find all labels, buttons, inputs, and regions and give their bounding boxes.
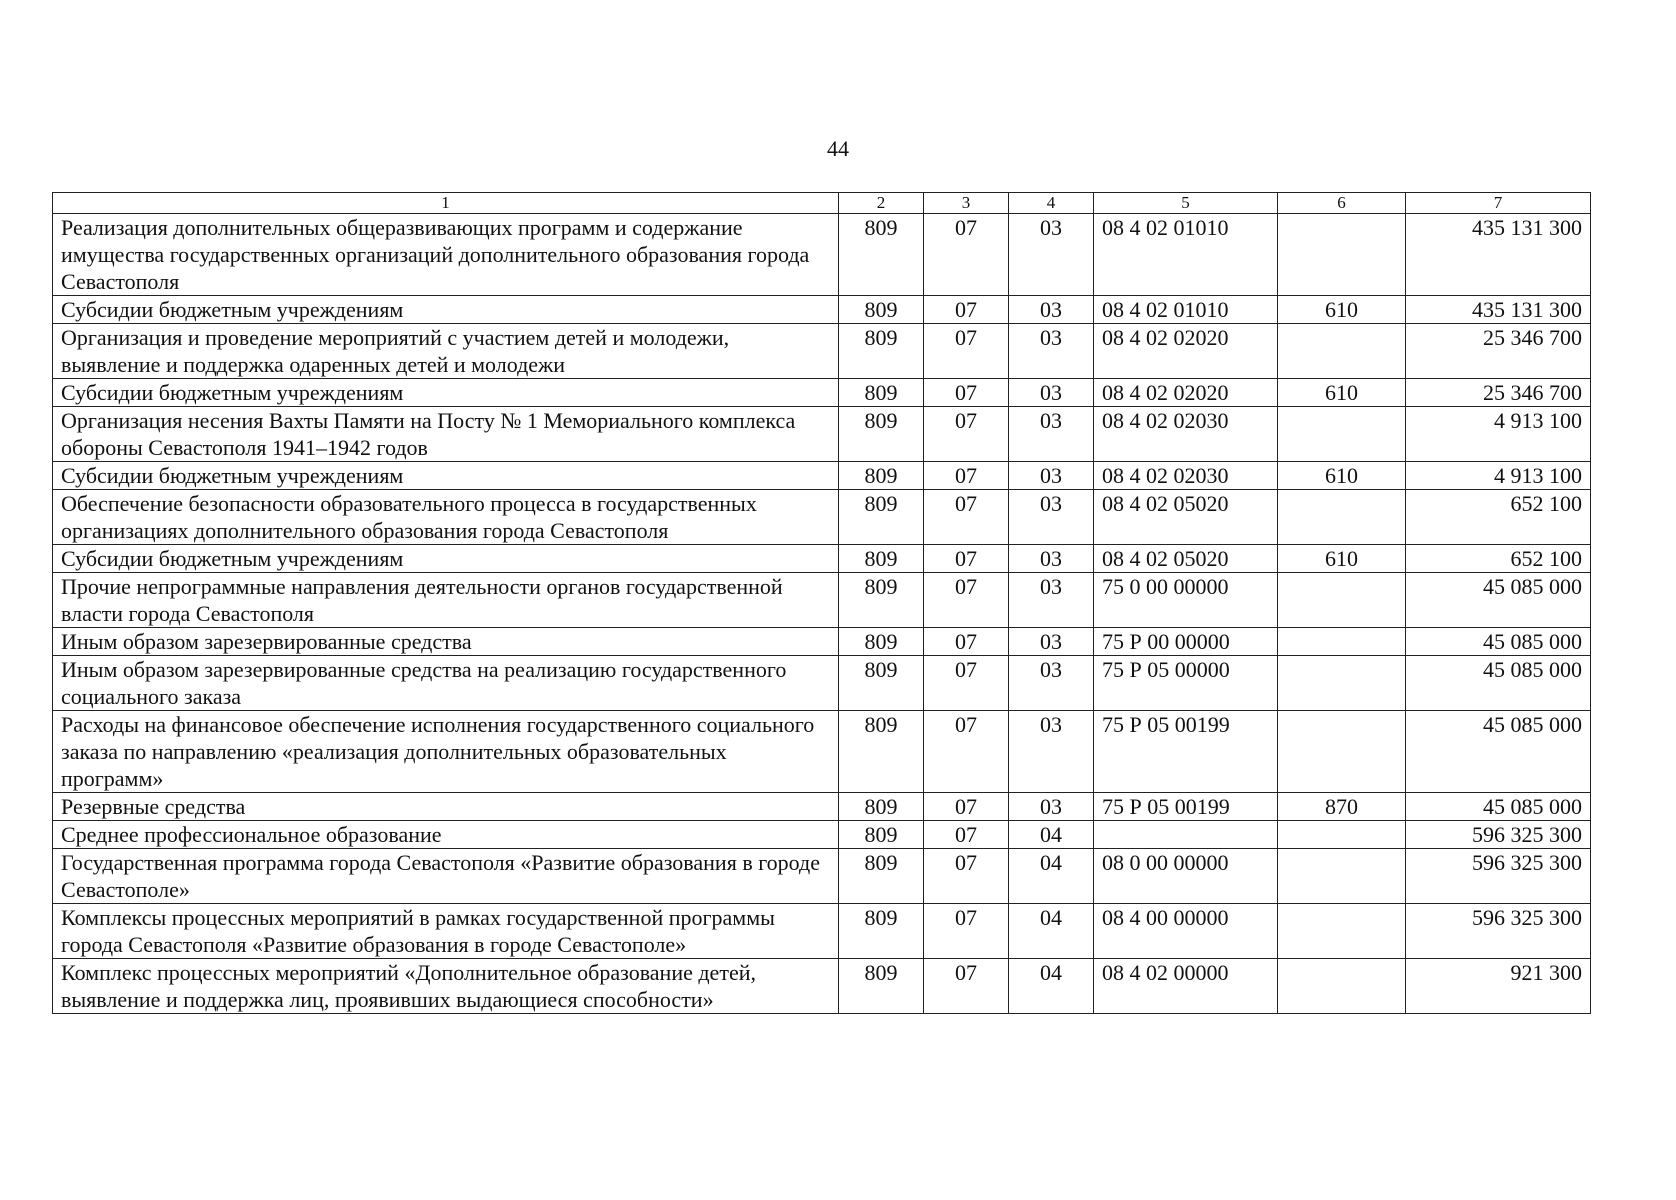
header-cell: 5 bbox=[1094, 193, 1278, 214]
cell-subsection: 03 bbox=[1009, 462, 1094, 490]
cell-expense-type bbox=[1278, 821, 1406, 849]
cell-name: Субсидии бюджетным учреждениям bbox=[53, 462, 839, 490]
cell-name: Государственная программа города Севастополя «Развитие образования в городе Севастополе» bbox=[53, 849, 839, 904]
cell-name: Субсидии бюджетным учреждениям bbox=[53, 296, 839, 324]
cell-expense-type: 610 bbox=[1278, 379, 1406, 407]
cell-expense-type: 610 bbox=[1278, 296, 1406, 324]
page-number: 44 bbox=[827, 136, 849, 161]
cell-name: Резервные средства bbox=[53, 793, 839, 821]
cell-subsection: 04 bbox=[1009, 959, 1094, 1014]
cell-amount: 652 100 bbox=[1406, 490, 1591, 545]
cell-ministry-code: 809 bbox=[839, 656, 924, 711]
cell-amount: 921 300 bbox=[1406, 959, 1591, 1014]
cell-subsection: 04 bbox=[1009, 849, 1094, 904]
table-row bbox=[53, 711, 1591, 793]
table-row bbox=[53, 793, 1591, 821]
cell-name: Среднее профессиональное образование bbox=[53, 821, 839, 849]
cell-subsection: 03 bbox=[1009, 711, 1094, 793]
cell-target-article: 08 4 02 02030 bbox=[1094, 462, 1278, 490]
cell-section: 07 bbox=[924, 379, 1009, 407]
cell-name: Обеспечение безопасности образовательного процесса в государственных организациях дополнительного образования города Севастополя bbox=[53, 490, 839, 545]
table-row bbox=[53, 545, 1591, 573]
header-cell: 7 bbox=[1406, 193, 1591, 214]
cell-amount: 596 325 300 bbox=[1406, 849, 1591, 904]
cell-target-article: 08 4 02 02030 bbox=[1094, 407, 1278, 462]
table-row bbox=[53, 324, 1591, 379]
cell-amount: 4 913 100 bbox=[1406, 407, 1591, 462]
header-row bbox=[53, 193, 1591, 214]
cell-amount: 435 131 300 bbox=[1406, 214, 1591, 296]
cell-ministry-code: 809 bbox=[839, 490, 924, 545]
cell-section: 07 bbox=[924, 793, 1009, 821]
cell-target-article: 08 4 02 00000 bbox=[1094, 959, 1278, 1014]
cell-expense-type: 610 bbox=[1278, 545, 1406, 573]
cell-ministry-code: 809 bbox=[839, 462, 924, 490]
cell-expense-type bbox=[1278, 324, 1406, 379]
cell-target-article: 75 Р 00 00000 bbox=[1094, 628, 1278, 656]
cell-section: 07 bbox=[924, 296, 1009, 324]
cell-name: Комплекс процессных мероприятий «Дополнительное образование детей, выявление и поддержка лиц, проявивших выдающиеся способности» bbox=[53, 959, 839, 1014]
cell-target-article: 08 4 02 01010 bbox=[1094, 214, 1278, 296]
table-row bbox=[53, 959, 1591, 1014]
cell-ministry-code: 809 bbox=[839, 379, 924, 407]
cell-section: 07 bbox=[924, 573, 1009, 628]
table-row bbox=[53, 490, 1591, 545]
cell-section: 07 bbox=[924, 821, 1009, 849]
cell-name: Субсидии бюджетным учреждениям bbox=[53, 379, 839, 407]
cell-section: 07 bbox=[924, 462, 1009, 490]
cell-amount: 4 913 100 bbox=[1406, 462, 1591, 490]
cell-ministry-code: 809 bbox=[839, 904, 924, 959]
cell-section: 07 bbox=[924, 490, 1009, 545]
cell-amount: 45 085 000 bbox=[1406, 628, 1591, 656]
header-cell: 6 bbox=[1278, 193, 1406, 214]
cell-section: 07 bbox=[924, 711, 1009, 793]
cell-name: Организация несения Вахты Памяти на Посту № 1 Мемориального комплекса обороны Севастополя 1941–1942 годов bbox=[53, 407, 839, 462]
table-body bbox=[53, 214, 1591, 1014]
table-row bbox=[53, 821, 1591, 849]
cell-subsection: 03 bbox=[1009, 214, 1094, 296]
cell-amount: 596 325 300 bbox=[1406, 821, 1591, 849]
cell-section: 07 bbox=[924, 656, 1009, 711]
table-row bbox=[53, 656, 1591, 711]
cell-subsection: 03 bbox=[1009, 545, 1094, 573]
cell-section: 07 bbox=[924, 849, 1009, 904]
cell-ministry-code: 809 bbox=[839, 324, 924, 379]
cell-section: 07 bbox=[924, 628, 1009, 656]
cell-target-article bbox=[1094, 821, 1278, 849]
cell-amount: 45 085 000 bbox=[1406, 573, 1591, 628]
cell-amount: 45 085 000 bbox=[1406, 793, 1591, 821]
cell-target-article: 08 4 02 02020 bbox=[1094, 379, 1278, 407]
cell-expense-type bbox=[1278, 656, 1406, 711]
cell-section: 07 bbox=[924, 324, 1009, 379]
cell-expense-type bbox=[1278, 711, 1406, 793]
cell-expense-type bbox=[1278, 959, 1406, 1014]
cell-subsection: 03 bbox=[1009, 490, 1094, 545]
cell-name: Иным образом зарезервированные средства на реализацию государственного социального заказа bbox=[53, 656, 839, 711]
cell-amount: 652 100 bbox=[1406, 545, 1591, 573]
cell-target-article: 08 0 00 00000 bbox=[1094, 849, 1278, 904]
cell-expense-type: 610 bbox=[1278, 462, 1406, 490]
cell-target-article: 08 4 00 00000 bbox=[1094, 904, 1278, 959]
cell-expense-type bbox=[1278, 214, 1406, 296]
table-row bbox=[53, 628, 1591, 656]
table-row bbox=[53, 407, 1591, 462]
cell-expense-type bbox=[1278, 490, 1406, 545]
cell-name: Расходы на финансовое обеспечение исполнения государственного социального заказа по направлению «реализация дополнительных образовательных программ» bbox=[53, 711, 839, 793]
header-cell: 2 bbox=[839, 193, 924, 214]
cell-section: 07 bbox=[924, 959, 1009, 1014]
cell-expense-type bbox=[1278, 849, 1406, 904]
table-row bbox=[53, 462, 1591, 490]
cell-subsection: 03 bbox=[1009, 407, 1094, 462]
table-row bbox=[53, 904, 1591, 959]
cell-target-article: 08 4 02 02020 bbox=[1094, 324, 1278, 379]
cell-ministry-code: 809 bbox=[839, 628, 924, 656]
cell-subsection: 03 bbox=[1009, 324, 1094, 379]
cell-ministry-code: 809 bbox=[839, 711, 924, 793]
cell-subsection: 03 bbox=[1009, 573, 1094, 628]
cell-amount: 45 085 000 bbox=[1406, 711, 1591, 793]
header-cell: 4 bbox=[1009, 193, 1094, 214]
cell-name: Субсидии бюджетным учреждениям bbox=[53, 545, 839, 573]
cell-section: 07 bbox=[924, 545, 1009, 573]
cell-name: Реализация дополнительных общеразвивающих программ и содержание имущества государственных организаций дополнительного образования города Севастополя bbox=[53, 214, 839, 296]
cell-amount: 25 346 700 bbox=[1406, 324, 1591, 379]
table-row bbox=[53, 573, 1591, 628]
cell-subsection: 03 bbox=[1009, 379, 1094, 407]
cell-name: Организация и проведение мероприятий с участием детей и молодежи, выявление и поддержка одаренных детей и молодежи bbox=[53, 324, 839, 379]
cell-amount: 45 085 000 bbox=[1406, 656, 1591, 711]
cell-section: 07 bbox=[924, 904, 1009, 959]
cell-expense-type bbox=[1278, 904, 1406, 959]
cell-target-article: 08 4 02 05020 bbox=[1094, 545, 1278, 573]
cell-target-article: 75 Р 05 00199 bbox=[1094, 793, 1278, 821]
cell-subsection: 03 bbox=[1009, 628, 1094, 656]
cell-target-article: 08 4 02 05020 bbox=[1094, 490, 1278, 545]
cell-target-article: 08 4 02 01010 bbox=[1094, 296, 1278, 324]
cell-subsection: 03 bbox=[1009, 793, 1094, 821]
cell-target-article: 75 Р 05 00000 bbox=[1094, 656, 1278, 711]
cell-target-article: 75 0 00 00000 bbox=[1094, 573, 1278, 628]
cell-subsection: 04 bbox=[1009, 821, 1094, 849]
table-row bbox=[53, 849, 1591, 904]
cell-subsection: 04 bbox=[1009, 904, 1094, 959]
cell-ministry-code: 809 bbox=[839, 821, 924, 849]
cell-amount: 596 325 300 bbox=[1406, 904, 1591, 959]
table-row bbox=[53, 379, 1591, 407]
cell-name: Комплексы процессных мероприятий в рамках государственной программы города Севастополя «Развитие образования в городе Севастополе» bbox=[53, 904, 839, 959]
table-row bbox=[53, 214, 1591, 296]
cell-target-article: 75 Р 05 00199 bbox=[1094, 711, 1278, 793]
cell-section: 07 bbox=[924, 214, 1009, 296]
cell-ministry-code: 809 bbox=[839, 407, 924, 462]
header-cell: 1 bbox=[53, 193, 839, 214]
cell-ministry-code: 809 bbox=[839, 793, 924, 821]
cell-name: Прочие непрограммные направления деятельности органов государственной власти города Севастополя bbox=[53, 573, 839, 628]
cell-ministry-code: 809 bbox=[839, 214, 924, 296]
cell-section: 07 bbox=[924, 407, 1009, 462]
cell-subsection: 03 bbox=[1009, 656, 1094, 711]
cell-ministry-code: 809 bbox=[839, 573, 924, 628]
cell-ministry-code: 809 bbox=[839, 545, 924, 573]
cell-expense-type: 870 bbox=[1278, 793, 1406, 821]
cell-subsection: 03 bbox=[1009, 296, 1094, 324]
cell-expense-type bbox=[1278, 573, 1406, 628]
cell-amount: 435 131 300 bbox=[1406, 296, 1591, 324]
cell-ministry-code: 809 bbox=[839, 959, 924, 1014]
cell-name: Иным образом зарезервированные средства bbox=[53, 628, 839, 656]
table-row bbox=[53, 296, 1591, 324]
cell-expense-type bbox=[1278, 407, 1406, 462]
cell-ministry-code: 809 bbox=[839, 849, 924, 904]
budget-table bbox=[52, 192, 1591, 1014]
cell-expense-type bbox=[1278, 628, 1406, 656]
header-cell: 3 bbox=[924, 193, 1009, 214]
cell-ministry-code: 809 bbox=[839, 296, 924, 324]
cell-amount: 25 346 700 bbox=[1406, 379, 1591, 407]
